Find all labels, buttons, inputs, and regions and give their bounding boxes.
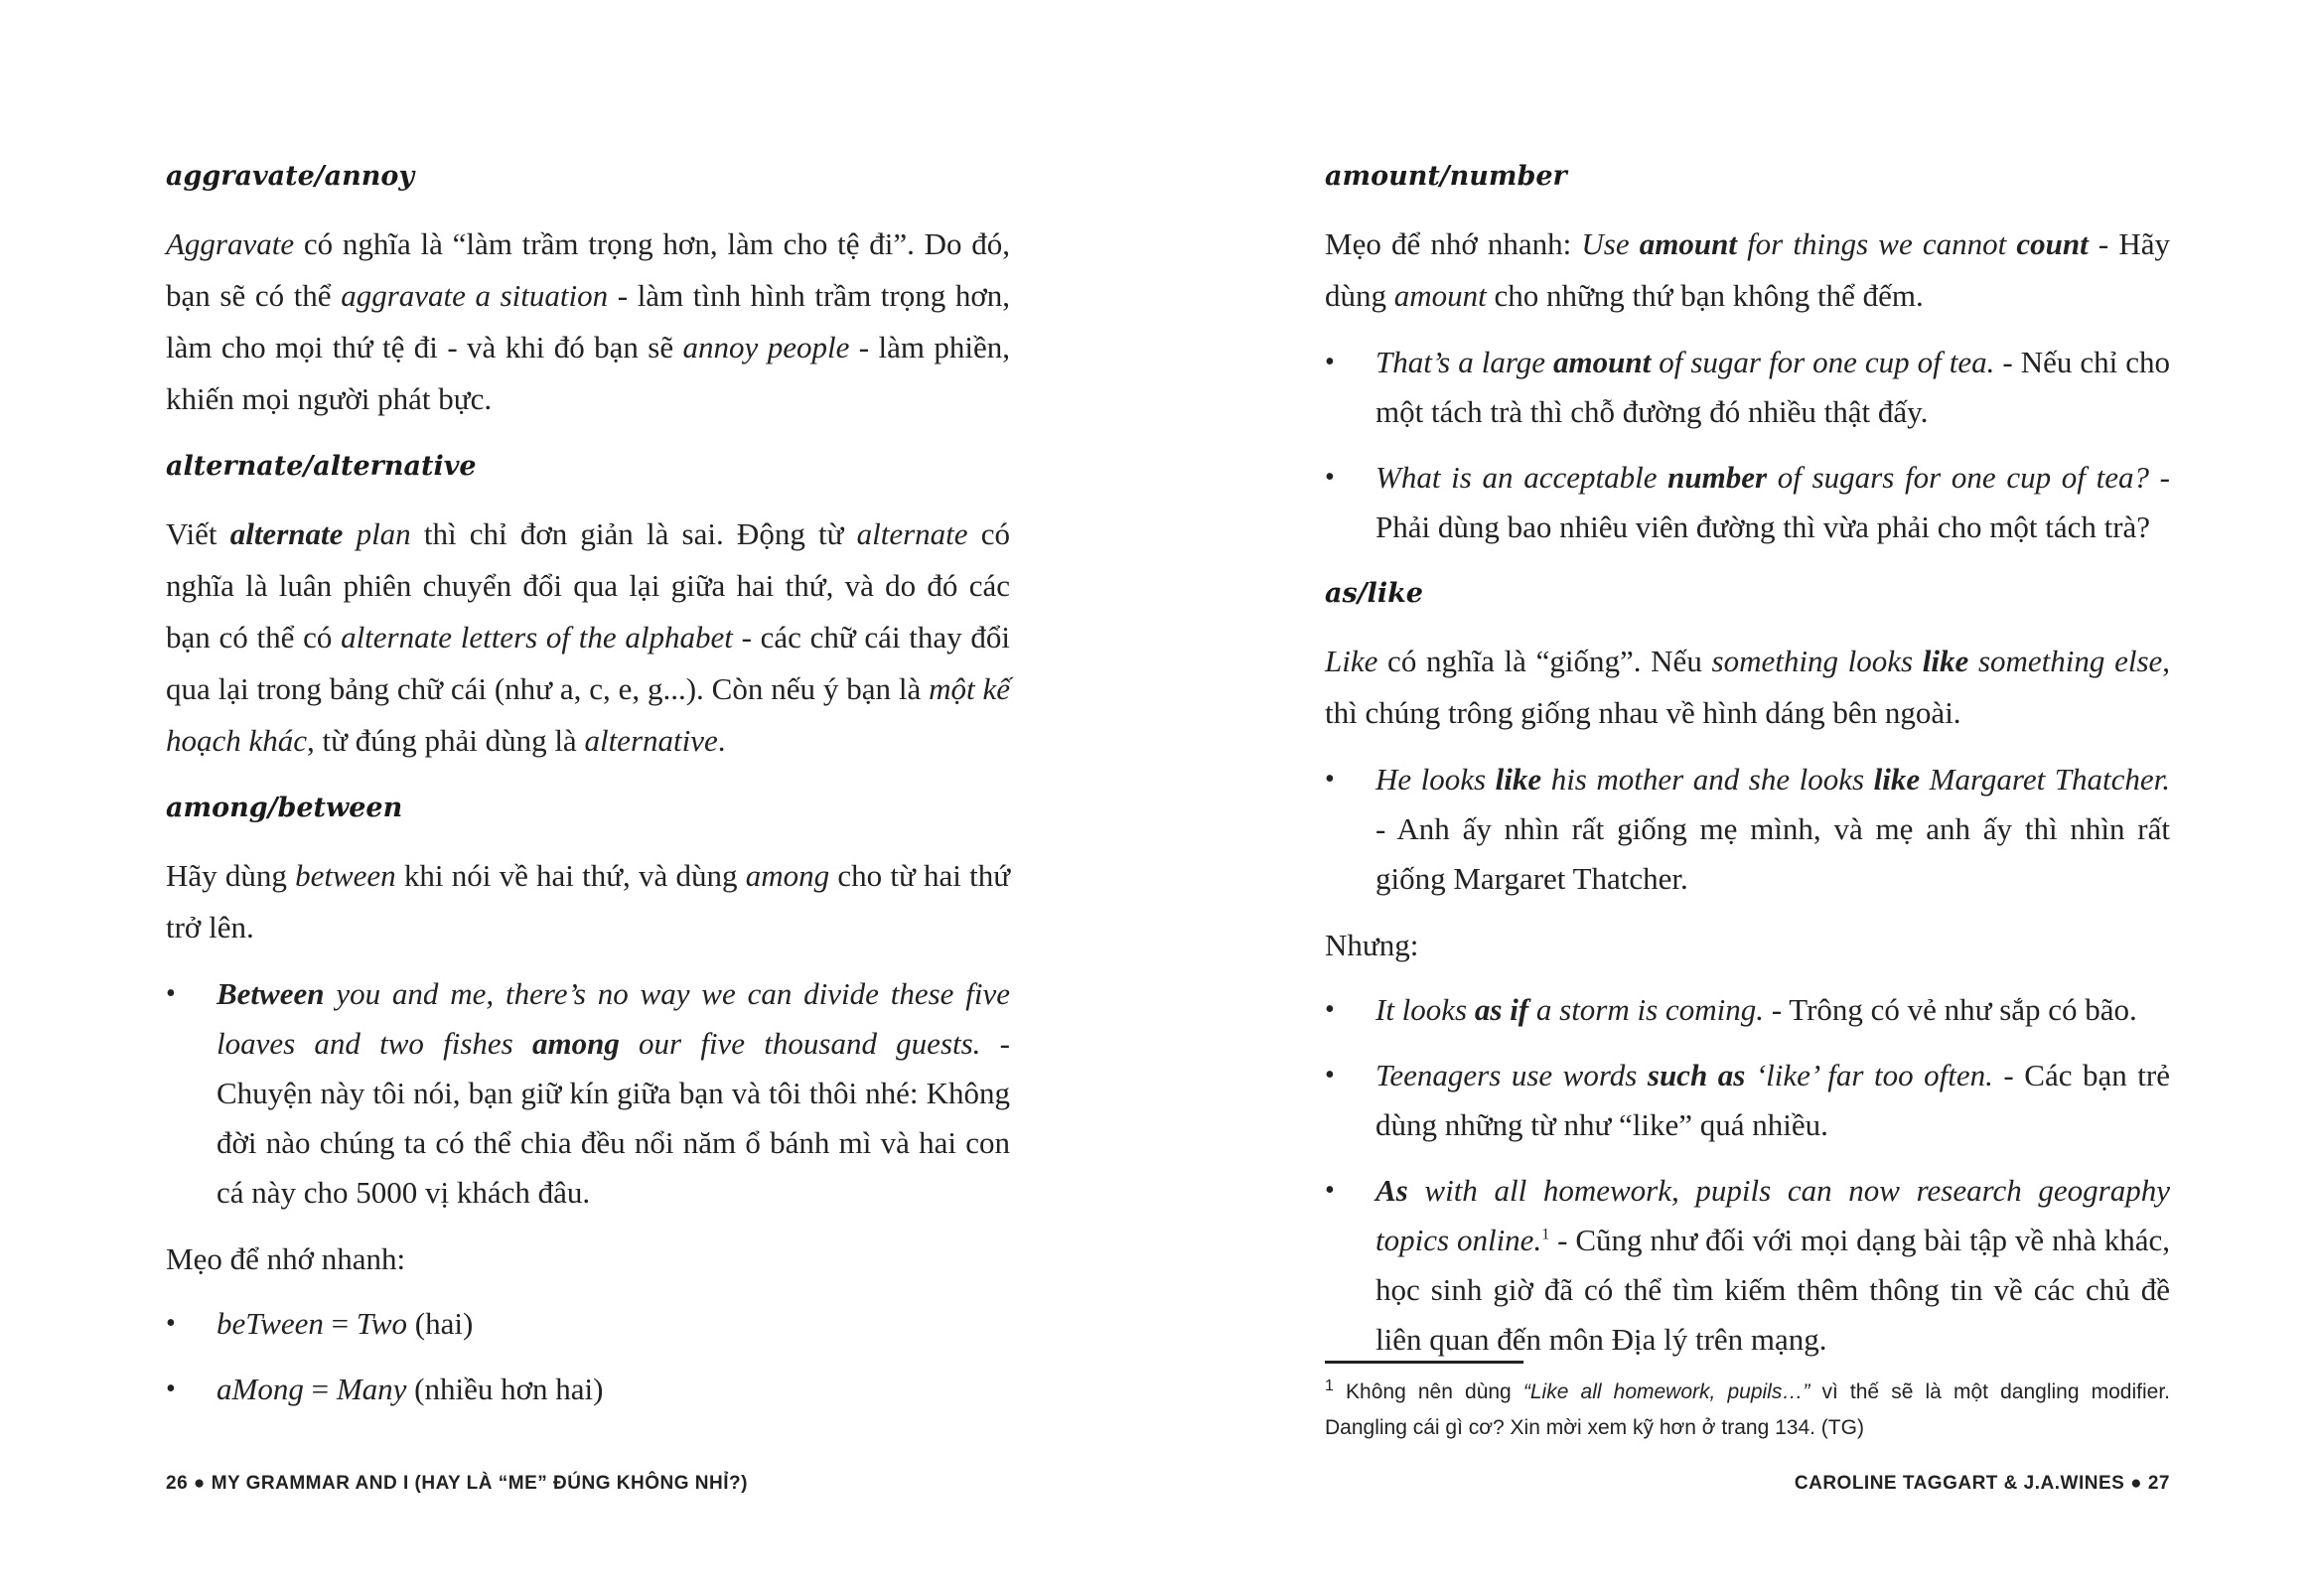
- left-page-footer: [166, 1473, 748, 1495]
- example-list: [166, 969, 1010, 1218]
- list-item: • He looks like his mother and she looks like Margaret Thatcher. - Anh ấy nhìn rất giống mẹ mình, và mẹ anh ấy thì nhìn rất giống Margaret Thatcher.: [1325, 755, 2170, 904]
- example-list: [1325, 755, 2170, 904]
- entry-paragraph: Hãy dùng between khi nói về hai thứ, và dùng among cho từ hai thứ trở lên.: [166, 858, 1010, 944]
- list-item: • beTween = Two (hai): [166, 1299, 1010, 1349]
- list-item: • Teenagers use words such as ‘like’ far too often. - Các bạn trẻ dùng những từ như “like” quá nhiều.: [1325, 1051, 2170, 1150]
- bullet-icon: •: [166, 978, 176, 1009]
- book-title: MY GRAMMAR AND I (HAY LÀ “ME” ĐÚNG KHÔNG NHỈ?): [211, 1473, 748, 1494]
- authors: CAROLINE TAGGART & J.A.WINES: [1794, 1473, 2125, 1494]
- bullet-icon: •: [166, 1374, 176, 1404]
- entry-paragraph: Aggravate có nghĩa là “làm trầm trọng hơn, làm cho tệ đi”. Do đó, bạn sẽ có thể aggravate a situation - làm tình hình trầm trọng hơn, làm cho mọi thứ tệ đi - và khi đó bạn sẽ annoy people - làm phiền, khiến mọi người phát bực.: [166, 226, 1011, 416]
- tip-label: Mẹo để nhớ nhanh:: [166, 1241, 406, 1276]
- entry-paragraph: Like có nghĩa là “giống”. Nếu something looks like something else, thì chúng trông giống nhau về hình dáng bên ngoài.: [1325, 644, 2171, 730]
- list-item: • As with all homework, pupils can now research geography topics online.$^1$ - Cũng như đối với mọi dạng bài tập về nhà khác, học sinh giờ đã có thể tìm kiếm thêm thông tin về các chủ đề liên quan đến môn Địa lý trên mạng.: [1325, 1166, 2170, 1365]
- bullet-icon: •: [1325, 462, 1335, 493]
- example-list: [1325, 985, 2170, 1365]
- bullet-icon: •: [1325, 1060, 1335, 1090]
- separator-dot-icon: ●: [2130, 1473, 2143, 1494]
- bullet-icon: •: [1325, 347, 1335, 377]
- separator-dot-icon: ●: [193, 1473, 206, 1494]
- right-page-footer: [1795, 1473, 2170, 1495]
- tip-list: [166, 1299, 1010, 1414]
- page-number: 26: [166, 1473, 189, 1494]
- bullet-icon: •: [166, 1308, 176, 1339]
- entry-heading: among/between: [166, 793, 403, 823]
- bullet-icon: •: [1325, 1175, 1335, 1206]
- bullet-icon: •: [1325, 764, 1335, 795]
- entry-heading: amount/number: [1325, 161, 1567, 192]
- list-item: • Between you and me, there’s no way we can divide these five loaves and two fishes among our five thousand guests. - Chuyện này tôi nói, bạn giữ kín giữa bạn và tôi thôi nhé: Không đời nào chúng ta có thể chia đều nổi năm ổ bánh mì và hai con cá này cho 5000 vị khách đâu.: [166, 969, 1010, 1218]
- example-list: [1325, 338, 2170, 552]
- page-number: 27: [2147, 1473, 2170, 1494]
- bullet-icon: •: [1325, 994, 1335, 1025]
- list-item: • aMong = Many (nhiều hơn hai): [166, 1365, 1010, 1414]
- entry-heading: as/like: [1325, 578, 1423, 609]
- footnote-divider: [1325, 1361, 1523, 1364]
- entry-heading: aggravate/annoy: [166, 161, 415, 192]
- list-item: • It looks as if a storm is coming. - Trông có vẻ như sắp có bão.: [1325, 985, 2170, 1035]
- footnote: $^1$ Không nên dùng “Like all homework, pupils…” vì thế sẽ là một dangling modifier. Dangling cái gì cơ? Xin mời xem kỹ hơn ở trang 134. (TG): [1325, 1378, 2170, 1439]
- footnote-marker: 1: [1541, 1226, 1550, 1243]
- entry-paragraph: Viết alternate plan thì chỉ đơn giản là sai. Động từ alternate có nghĩa là luân phiên chuyển đổi qua lại giữa hai thứ, và do đó các bạn có thể có alternate letters of the alphabet - các chữ cái thay đổi qua lại trong bảng chữ cái (như a, c, e, g...). Còn nếu ý bạn là một kế hoạch khác, từ đúng phải dùng là alternative.: [166, 516, 1010, 758]
- entry-paragraph: Mẹo để nhớ nhanh: Use amount for things we cannot count - Hãy dùng amount cho những thứ bạn không thể đếm.: [1325, 226, 2170, 313]
- list-item: • That’s a large amount of sugar for one cup of tea. - Nếu chỉ cho một tách trà thì chỗ đường đó nhiều thật đấy.: [1325, 338, 2170, 437]
- entry-heading: alternate/alternative: [166, 451, 477, 482]
- contrast-label: Nhưng:: [1325, 928, 1419, 962]
- list-item: • What is an acceptable number of sugars for one cup of tea? - Phải dùng bao nhiêu viên đường thì vừa phải cho một tách trà?: [1325, 453, 2170, 552]
